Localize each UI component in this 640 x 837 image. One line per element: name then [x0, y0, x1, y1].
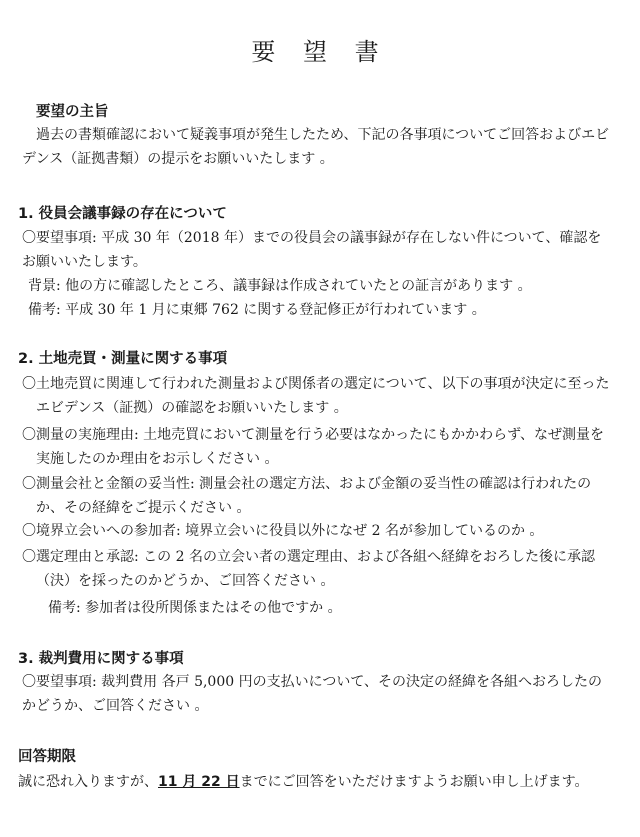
- purpose-heading: 要望の主旨: [36, 104, 109, 120]
- section-1-item-1: 〇要望事項: 平成 30 年（2018 年）までの役員会の議事録が存在しない件について、確認をお願いいたします。: [22, 230, 602, 270]
- section-2-item-5: 〇選定理由と承認: この 2 名の立会い者の選定理由、および各組へ経緯をおろした後に承認（決）を採ったのかどうか、ご回答ください 。: [22, 549, 595, 589]
- document-title: 要 望 書: [251, 38, 389, 66]
- section-1-item-2: 背景: 他の方に確認したところ、議事録は作成されていたとの証言があります 。: [28, 278, 532, 294]
- deadline-suffix: までにご回答をいただけますようお願い申し上げます。: [239, 774, 589, 790]
- section-2-note: 備考: 参加者は役所関係またはその他ですか 。: [48, 600, 342, 616]
- section-2-item-4: 〇境界立会いへの参加者: 境界立会いに役員以外になぜ 2 名が参加しているのか 。: [22, 523, 544, 539]
- section-1-heading: 1. 役員会議事録の存在について: [18, 206, 227, 222]
- section-2-heading: 2. 土地売買・測量に関する事項: [18, 351, 228, 367]
- section-3-heading: 3. 裁判費用に関する事項: [18, 651, 184, 667]
- section-2-item-1: 〇土地売買に関連して行われた測量および関係者の選定について、以下の事項が決定に至ったエビデンス（証拠）の確認をお願いいたします 。: [22, 376, 610, 416]
- section-1-item-3: 備考: 平成 30 年 1 月に東郷 762 に関する登記修正が行われています 。: [28, 302, 486, 318]
- deadline-prefix: 誠に恐れ入りますが、: [18, 774, 158, 790]
- deadline-text: [18, 770, 628, 794]
- section-2-item-2: 〇測量の実施理由: 土地売買において測量を行う必要はなかったにもかかわらず、なぜ測量を実施したのか理由をお示しください 。: [22, 427, 605, 467]
- section-3-item-1: 〇要望事項: 裁判費用 各戸 5,000 円の支払いについて、その決定の経緯を各組へおろしたのかどうか、ご回答ください 。: [22, 674, 603, 714]
- section-2-item-3: 〇測量会社と金額の妥当性: 測量会社の選定方法、および金額の妥当性の確認は行われたのか、その経緯をご提示ください 。: [22, 476, 592, 516]
- purpose-body: 過去の書類確認において疑義事項が発生したため、下記の各事項についてご回答およびエビデンス（証拠書類）の提示をお願いいたします 。: [22, 127, 610, 167]
- deadline-date: 11 月 22 日: [158, 774, 240, 790]
- deadline-heading: 回答期限: [18, 749, 76, 765]
